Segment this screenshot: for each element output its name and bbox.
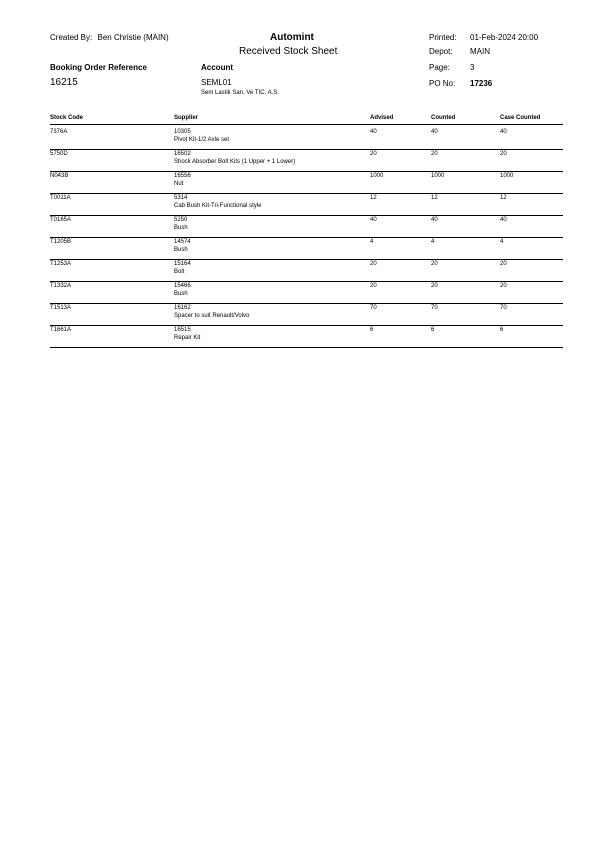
created-by-value: Ben Christie (MAIN) [97,33,169,42]
booking-ref-label: Booking Order Reference [50,63,147,72]
supplier-code: 10305 [174,129,191,135]
counted-qty: 40 [431,129,438,135]
counted-qty: 20 [431,151,438,157]
advised-qty: 6 [370,327,374,333]
page-number: 3 [470,63,475,72]
table-row [0,326,595,348]
printed-label: Printed: [429,33,457,42]
case-counted-qty: 70 [500,305,507,311]
booking-ref-value: 16215 [50,77,78,88]
counted-qty: 6 [431,327,435,333]
advised-qty: 20 [370,151,377,157]
table-row [0,260,595,282]
case-counted-qty: 40 [500,217,507,223]
item-description: Spacer to suit Renault/Volvo [174,313,250,319]
stock-code: T1205B [50,239,72,245]
created-by [50,33,169,42]
advised-qty: 1000 [370,173,384,179]
table-row [0,194,595,216]
supplier-code: 16502 [174,151,191,157]
case-counted-qty: 20 [500,151,507,157]
table-row [0,128,595,150]
account-name: Sem Lastik San. Ve TIC. A.S. [201,90,279,96]
case-counted-qty: 6 [500,327,504,333]
advised-qty: 20 [370,283,377,289]
account-code: SEML01 [201,78,232,87]
counted-qty: 40 [431,217,438,223]
company-name: Automint [270,32,314,43]
stock-code: N043B [50,173,69,179]
page-label: Page: [429,63,450,72]
created-by-label: Created By: [50,33,93,42]
page-title: Received Stock Sheet [239,46,338,57]
table-row [0,216,595,238]
printed-value: 01-Feb-2024 20:00 [470,33,539,42]
po-label: PO No: [429,79,456,88]
case-counted-qty: 1000 [500,173,514,179]
counted-qty: 70 [431,305,438,311]
supplier-code: 16556 [174,173,191,179]
item-description: Nut [174,181,184,187]
case-counted-qty: 12 [500,195,507,201]
col-header-advised: Advised [370,115,394,121]
table-header-rule [50,124,563,125]
stock-code: T1332A [50,283,72,289]
stock-code: 7376A [50,129,68,135]
stock-code: T1253A [50,261,72,267]
counted-qty: 20 [431,261,438,267]
stock-code: T1513A [50,305,72,311]
item-description: Cab Bush Kit-Tri-Functional style [174,203,262,209]
case-counted-qty: 20 [500,283,507,289]
item-description: Shock Absorber Bolt Kits (1 Upper + 1 Lower) [174,159,296,165]
table-row [0,304,595,326]
supplier-code: 16162 [174,305,191,311]
col-header-counted: Counted [431,115,456,121]
item-description: Pivot Kit-1/2 Axle set [174,137,230,143]
item-description: Bush [174,247,188,253]
stock-code: 5750D [50,151,68,157]
supplier-code: 5250 [174,217,188,223]
table-row [0,150,595,172]
advised-qty: 12 [370,195,377,201]
case-counted-qty: 20 [500,261,507,267]
case-counted-qty: 40 [500,129,507,135]
supplier-code: 15164 [174,261,191,267]
advised-qty: 4 [370,239,374,245]
depot-label: Depot: [429,47,453,56]
counted-qty: 12 [431,195,438,201]
col-header-stock-code: Stock Code [50,115,84,121]
case-counted-qty: 4 [500,239,504,245]
advised-qty: 40 [370,129,377,135]
stock-code: T0011A [50,195,71,201]
depot-value: MAIN [470,47,490,56]
item-description: Repair Kit [174,335,201,341]
supplier-code: 16515 [174,327,191,333]
advised-qty: 20 [370,261,377,267]
table-row [0,238,595,260]
table-row [0,172,595,194]
item-description: Bush [174,291,188,297]
supplier-code: 5314 [174,195,188,201]
counted-qty: 20 [431,283,438,289]
col-header-supplier: Supplier [174,115,199,121]
supplier-code: 14574 [174,239,191,245]
advised-qty: 70 [370,305,377,311]
col-header-case-counted: Case Counted [500,115,541,121]
advised-qty: 40 [370,217,377,223]
item-description: Bush [174,225,188,231]
counted-qty: 1000 [431,173,445,179]
item-description: Bolt [174,269,185,275]
counted-qty: 4 [431,239,435,245]
table-row [0,282,595,304]
stock-code: T1661A [50,327,72,333]
po-number: 17236 [470,79,493,88]
row-divider [50,347,563,348]
stock-code: T0165A [50,217,72,223]
account-label: Account [201,63,233,72]
supplier-code: 15466 [174,283,191,289]
